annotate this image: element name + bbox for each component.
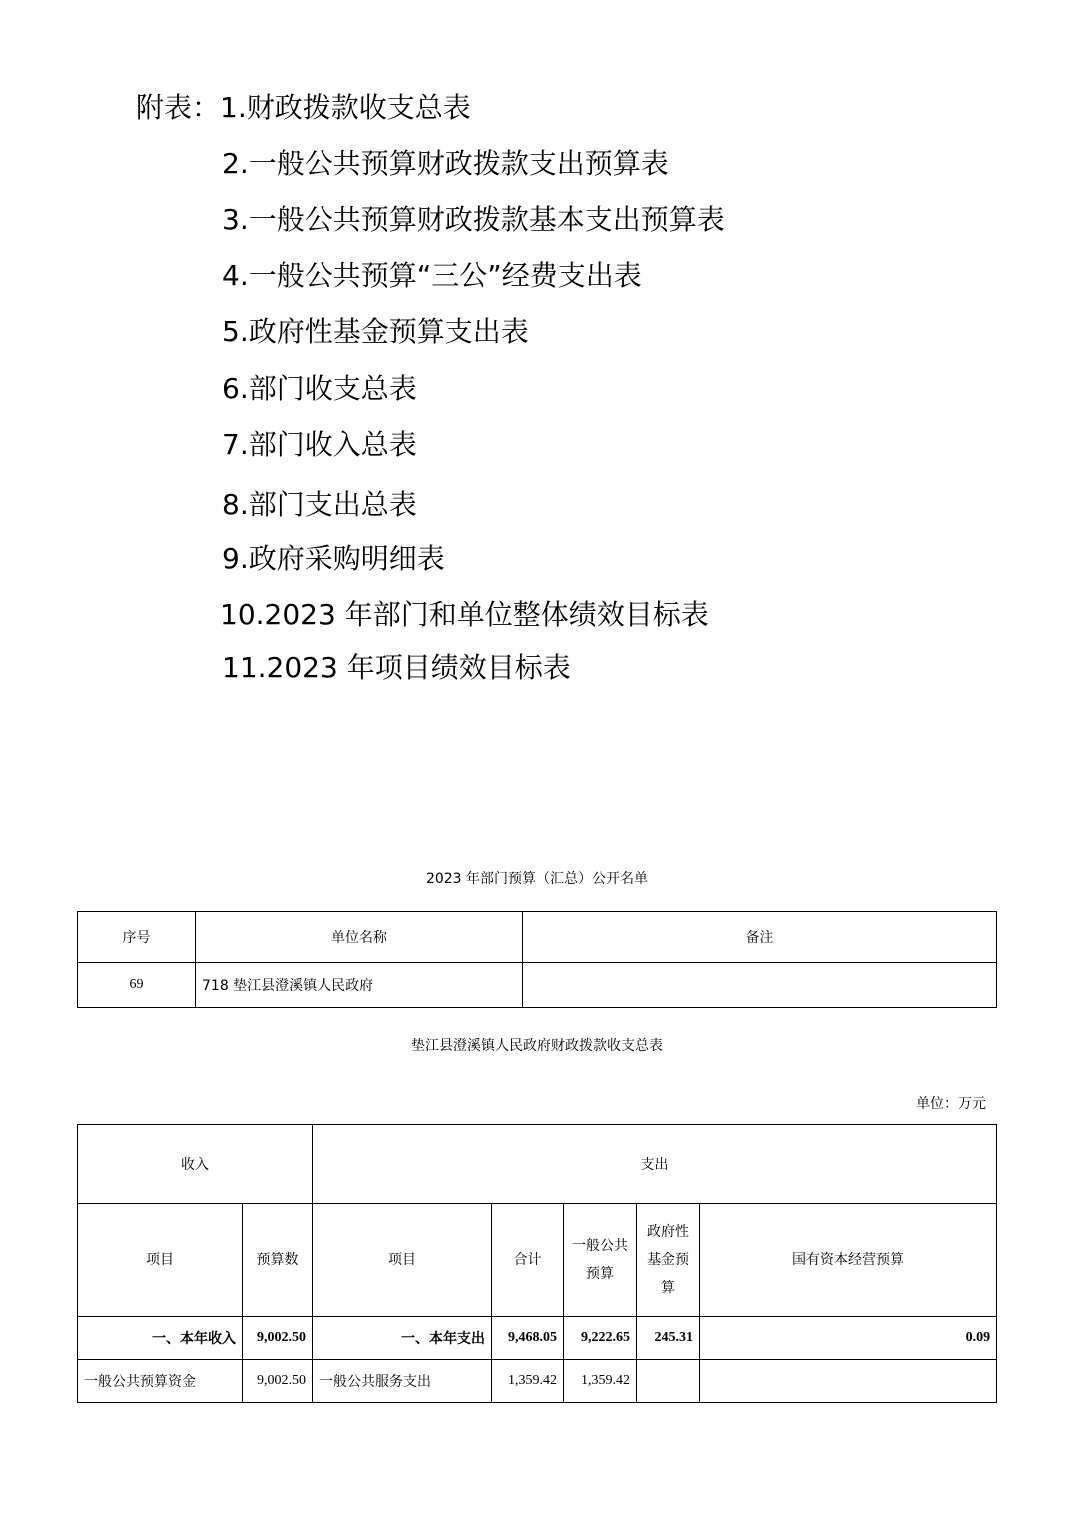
cell-capital-budget: 0.09 [700,1317,997,1360]
appendix-item: 6.部门收支总表 [222,372,417,405]
cell-index: 69 [78,963,196,1008]
summary-table [77,1124,997,1403]
unit-label: 单位：万元 [916,1096,986,1112]
appendix-item: 附表：1.财政拨款收支总表 [136,91,471,124]
sub-header-income-item: 项目 [78,1204,243,1317]
summary-caption: 垫江县澄溪镇人民政府财政拨款收支总表 [411,1038,663,1054]
appendix-item: 11.2023 年项目绩效目标表 [222,651,571,684]
appendix-item: 3.一般公共预算财政拨款基本支出预算表 [222,203,725,236]
appendix-item: 8.部门支出总表 [222,488,417,521]
cell-total: 1,359.42 [492,1360,564,1403]
appendix-item: 9.政府采购明细表 [222,542,445,575]
sub-header-expense-item: 项目 [313,1204,492,1317]
appendix-item: 7.部门收入总表 [222,428,417,461]
cell-income-item: 一、本年收入 [78,1317,243,1360]
table-row [78,1317,997,1360]
header-remark: 备注 [523,912,997,963]
sub-header-budget: 预算数 [243,1204,313,1317]
cell-general-budget: 9,222.65 [564,1317,637,1360]
cell-budget: 9,002.50 [243,1317,313,1360]
cell-expense-item: 一般公共服务支出 [313,1360,492,1403]
table-row [78,963,997,1008]
cell-general-budget: 1,359.42 [564,1360,637,1403]
income-header: 收入 [78,1125,313,1204]
appendix-item: 5.政府性基金预算支出表 [222,315,529,348]
cell-fund-budget [637,1360,700,1403]
cell-income-item: 一般公共预算资金 [78,1360,243,1403]
cell-total: 9,468.05 [492,1317,564,1360]
appendix-item: 4.一般公共预算“三公”经费支出表 [222,259,642,292]
cell-remark [523,963,997,1008]
sub-header-total: 合计 [492,1204,564,1317]
appendix-item: 2.一般公共预算财政拨款支出预算表 [222,147,669,180]
cell-unit-name: 718 垫江县澄溪镇人民政府 [196,963,523,1008]
expense-header: 支出 [313,1125,997,1204]
cell-expense-item: 一、本年支出 [313,1317,492,1360]
public-list-table [77,911,997,1008]
list-caption: 2023 年部门预算（汇总）公开名单 [425,871,649,887]
header-index: 序号 [78,912,196,963]
cell-budget: 9,002.50 [243,1360,313,1403]
header-unit-name: 单位名称 [196,912,523,963]
sub-header-capital-budget: 国有资本经营预算 [700,1204,997,1317]
sub-header-general-budget: 一般公共预算 [564,1204,637,1317]
cell-capital-budget [700,1360,997,1403]
appendix-item: 10.2023 年部门和单位整体绩效目标表 [220,598,709,631]
sub-header-fund-budget: 政府性基金预算 [637,1204,700,1317]
table-row [78,1360,997,1403]
cell-fund-budget: 245.31 [637,1317,700,1360]
